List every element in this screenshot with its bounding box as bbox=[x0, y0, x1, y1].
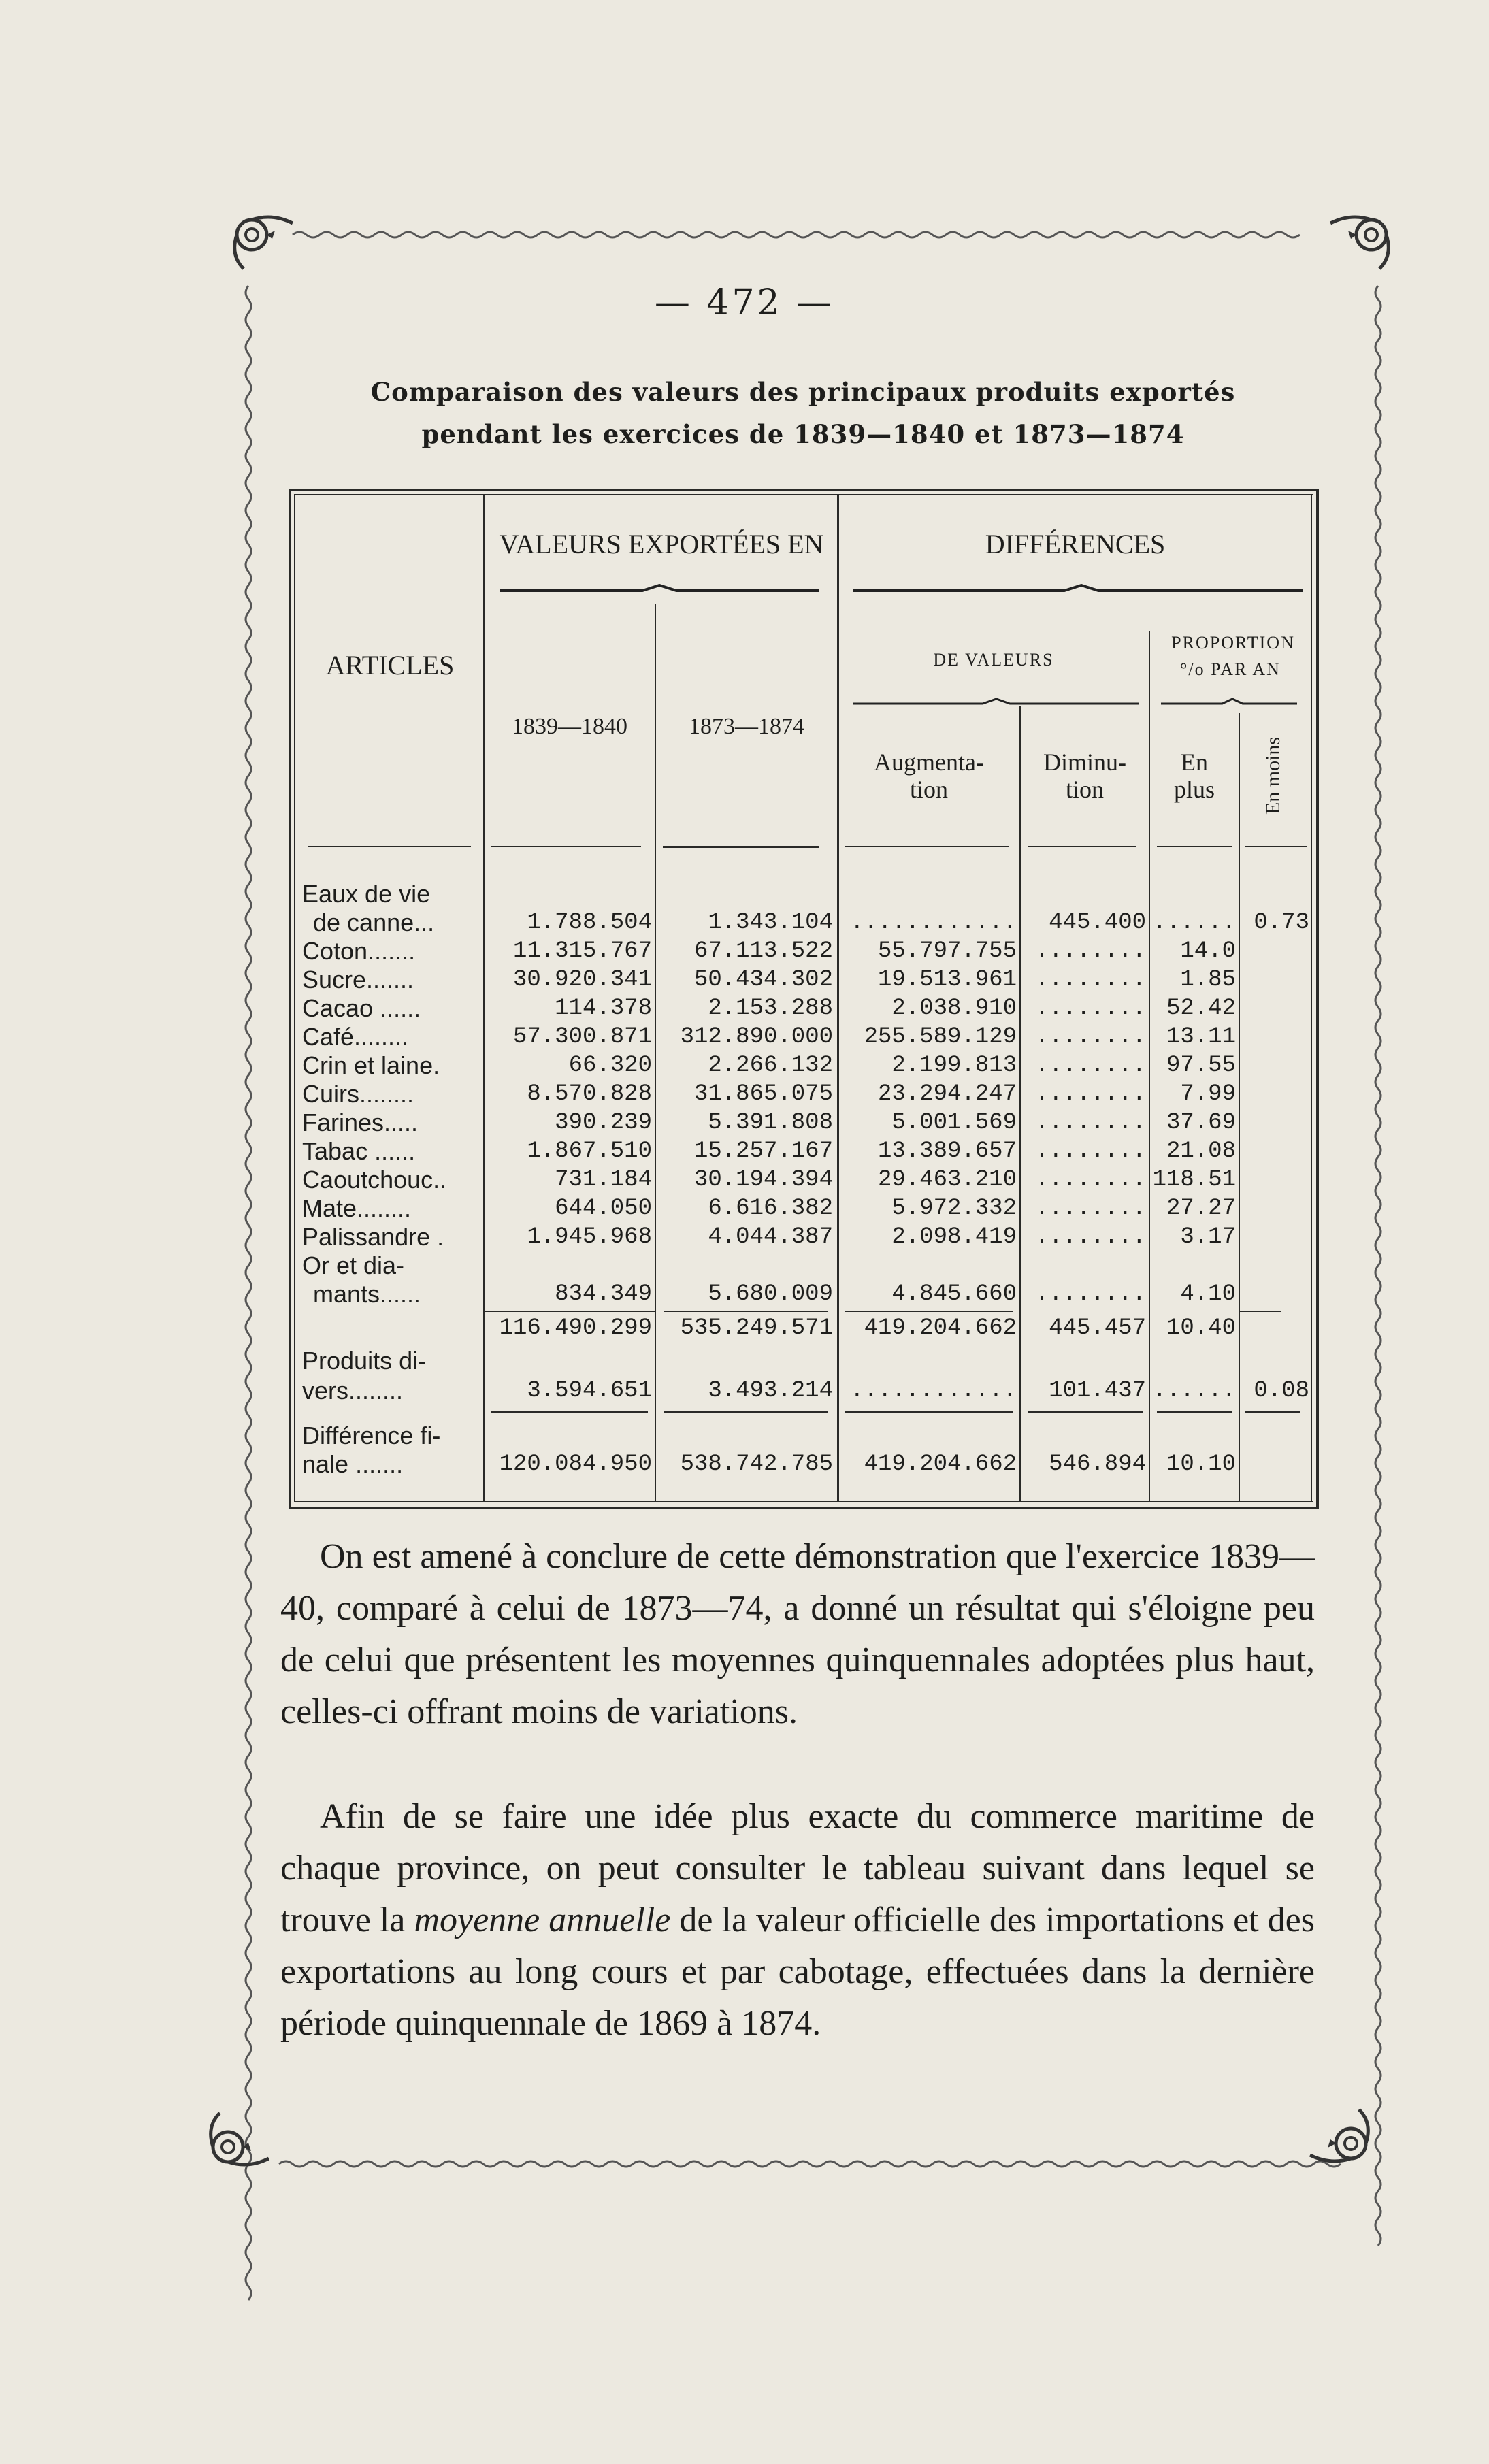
brace-values-icon bbox=[493, 584, 826, 597]
page-number: — 472 — bbox=[654, 282, 835, 323]
cell-plus: 1.85 bbox=[1180, 967, 1236, 993]
article-name-cont: mants...... bbox=[313, 1280, 421, 1308]
cell-v2: 5.680.009 bbox=[708, 1281, 833, 1307]
article-name: Caoutchouc.. bbox=[302, 1166, 447, 1194]
paragraph-2 bbox=[280, 1791, 1315, 2050]
subtotal-v1: 116.490.299 bbox=[499, 1315, 652, 1341]
cell-plus: 37.69 bbox=[1166, 1110, 1236, 1136]
header-diminution-2: tion bbox=[1065, 776, 1104, 803]
corner-ornament-top-right-icon bbox=[1324, 208, 1398, 282]
header-de-valeurs: DE VALEURS bbox=[933, 650, 1054, 670]
cell-v2: 2.266.132 bbox=[708, 1053, 833, 1079]
header-valeurs-exportees: VALEURS EXPORTÉES EN bbox=[499, 529, 824, 559]
article-name: Palissandre . bbox=[302, 1223, 444, 1251]
cell-aug: 255.589.129 bbox=[864, 1024, 1017, 1050]
article-name: Or et dia- bbox=[302, 1251, 405, 1279]
final-aug: 419.204.662 bbox=[864, 1451, 1017, 1477]
cell-v1: 11.315.767 bbox=[512, 938, 652, 964]
corner-ornament-bottom-left-icon bbox=[201, 2099, 276, 2174]
cell-v1: 114.378 bbox=[555, 996, 652, 1021]
article-name: Cacao ...... bbox=[302, 994, 421, 1022]
cell-plus: 52.42 bbox=[1166, 996, 1236, 1021]
article-name: Différence fi- bbox=[302, 1422, 441, 1449]
cell-v1: 834.349 bbox=[555, 1281, 652, 1307]
cell-plus: 7.99 bbox=[1180, 1081, 1236, 1107]
cell-aug: 2.038.910 bbox=[891, 996, 1017, 1021]
paragraph-conclusion bbox=[280, 1531, 1315, 1738]
article-name: Produits di- bbox=[302, 1347, 427, 1375]
corner-ornament-bottom-right-icon bbox=[1303, 2096, 1378, 2171]
header-differences: DIFFÉRENCES bbox=[985, 529, 1166, 559]
final-v2: 538.742.785 bbox=[680, 1451, 833, 1477]
cell-v1: 731.184 bbox=[555, 1167, 652, 1193]
article-name: Tabac ...... bbox=[302, 1137, 416, 1165]
cell-v1: 1.945.968 bbox=[527, 1224, 652, 1250]
paragraph-2-emphasis: moyenne annuelle bbox=[414, 1901, 671, 1939]
cell-v1: 390.239 bbox=[555, 1110, 652, 1136]
cell-v1: 57.300.871 bbox=[512, 1024, 652, 1050]
header-year-1873: 1873—1874 bbox=[689, 714, 804, 739]
header-en-plus-1: En bbox=[1181, 749, 1208, 776]
cell-plus: 3.17 bbox=[1180, 1224, 1236, 1250]
cell-v2: 2.153.288 bbox=[708, 996, 833, 1021]
subtotal-plus: 10.40 bbox=[1166, 1315, 1236, 1341]
divers-v1: 3.594.651 bbox=[527, 1378, 652, 1404]
cell-v2: 6.616.382 bbox=[708, 1196, 833, 1221]
header-en-plus-2: plus bbox=[1173, 776, 1215, 803]
cell-v2: 50.434.302 bbox=[693, 967, 833, 993]
cell-aug: 29.463.210 bbox=[877, 1167, 1017, 1193]
cell-dim: ........ bbox=[1034, 1110, 1146, 1136]
article-name: Mate........ bbox=[302, 1194, 412, 1222]
cell-aug: 2.098.419 bbox=[891, 1224, 1017, 1250]
cell-aug: 23.294.247 bbox=[877, 1081, 1017, 1107]
cell-plus: 118.51 bbox=[1152, 1167, 1236, 1193]
cell-v1: 644.050 bbox=[555, 1196, 652, 1221]
header-proportion-1: PROPORTION bbox=[1171, 633, 1295, 653]
cell-v1: 8.570.828 bbox=[527, 1081, 652, 1107]
final-dim: 546.894 bbox=[1049, 1451, 1146, 1477]
cell-plus: 4.10 bbox=[1180, 1281, 1236, 1307]
cell-aug: 19.513.961 bbox=[877, 967, 1017, 993]
cell-v2: 31.865.075 bbox=[693, 1081, 833, 1107]
brace-differences-icon bbox=[847, 584, 1309, 597]
article-name-cont: vers........ bbox=[302, 1377, 404, 1405]
cell-plus: 14.0 bbox=[1180, 938, 1236, 964]
header-articles: ARTICLES bbox=[325, 650, 455, 680]
cell-v1: 66.320 bbox=[568, 1053, 652, 1079]
corner-ornament-top-left-icon bbox=[225, 208, 299, 282]
cell-aug: 4.845.660 bbox=[891, 1281, 1017, 1307]
article-name: Eaux de vie bbox=[302, 880, 431, 908]
paragraph-2-start: Afin de se faire une idée plus exacte du commerce maritime de chaque province, on peut consulter le tableau suivant dans lequel se trouve la bbox=[280, 1797, 1315, 1939]
cell-v2: 67.113.522 bbox=[693, 938, 833, 964]
cell-aug: 2.199.813 bbox=[891, 1053, 1017, 1079]
cell-aug: 5.001.569 bbox=[891, 1110, 1017, 1136]
cell-v1: 1.867.510 bbox=[527, 1138, 652, 1164]
cell-v2: 1.343.104 bbox=[708, 910, 833, 936]
cell-dim: 445.400 bbox=[1049, 910, 1146, 936]
article-name: Café........ bbox=[302, 1023, 409, 1051]
subtotal-dim: 445.457 bbox=[1049, 1315, 1146, 1341]
cell-dim: ........ bbox=[1034, 1167, 1146, 1193]
cell-v1: 1.788.504 bbox=[527, 910, 652, 936]
article-name: Cuirs........ bbox=[302, 1080, 414, 1108]
cell-dim: ........ bbox=[1034, 1224, 1146, 1250]
cell-plus: 27.27 bbox=[1166, 1196, 1236, 1221]
cell-moins: 0.73 bbox=[1254, 910, 1309, 936]
article-name: Farines..... bbox=[302, 1108, 419, 1136]
exports-table bbox=[289, 489, 1319, 1513]
cell-plus: 97.55 bbox=[1166, 1053, 1236, 1079]
cell-aug: 5.972.332 bbox=[891, 1196, 1017, 1221]
paragraph-1: On est amené à conclure de cette démonstration que l'exercice 1839—40, comparé à celui de 1873—74, a donné un résultat qui s'éloigne peu de celui que présentent les moyennes quinquennales adoptées plus haut, celles-ci offrant moins de variations. bbox=[280, 1537, 1315, 1731]
cell-dim: ........ bbox=[1034, 967, 1146, 993]
cell-plus: ...... bbox=[1152, 910, 1236, 936]
cell-dim: ........ bbox=[1034, 938, 1146, 964]
header-proportion-2: °/o PAR AN bbox=[1180, 659, 1281, 679]
article-name: Crin et laine. bbox=[302, 1051, 440, 1079]
cell-plus: 13.11 bbox=[1166, 1024, 1236, 1050]
paragraph-2-end: de la valeur officielle des importations et des exportations au long cours et par cabotage, effectuées dans la dernière période quinquennale de 1869 à 1874. bbox=[280, 1901, 1315, 2043]
table-heading bbox=[286, 371, 1320, 455]
divers-dim: 101.437 bbox=[1049, 1378, 1146, 1404]
final-plus: 10.10 bbox=[1166, 1451, 1236, 1477]
cell-v2: 30.194.394 bbox=[693, 1167, 833, 1193]
cell-aug: 13.389.657 bbox=[877, 1138, 1017, 1164]
header-en-moins: En moins bbox=[1262, 736, 1284, 815]
cell-dim: ........ bbox=[1034, 1196, 1146, 1221]
heading-line-2: pendant les exercices de 1839—1840 et 1873—1874 bbox=[421, 419, 1185, 449]
brace-proportion-icon bbox=[1154, 698, 1304, 709]
cell-v2: 15.257.167 bbox=[693, 1138, 833, 1164]
divers-aug: ............ bbox=[850, 1378, 1017, 1404]
cell-aug: 55.797.755 bbox=[877, 938, 1017, 964]
article-name-cont: de canne... bbox=[313, 908, 435, 936]
header-diminution-1: Diminu- bbox=[1043, 749, 1126, 776]
cell-dim: ........ bbox=[1034, 996, 1146, 1021]
divers-plus: ...... bbox=[1152, 1378, 1236, 1404]
cell-dim: ........ bbox=[1034, 1138, 1146, 1164]
header-year-1839: 1839—1840 bbox=[512, 714, 627, 739]
subtotal-aug: 419.204.662 bbox=[864, 1315, 1017, 1341]
brace-de-valeurs-icon bbox=[847, 698, 1146, 709]
subtotal-v2: 535.249.571 bbox=[680, 1315, 833, 1341]
article-name: Sucre....... bbox=[302, 966, 414, 993]
cell-v2: 4.044.387 bbox=[708, 1224, 833, 1250]
cell-v2: 312.890.000 bbox=[680, 1024, 833, 1050]
divers-moins: 0.08 bbox=[1254, 1378, 1309, 1404]
header-augmentation-2: tion bbox=[909, 776, 948, 803]
cell-dim: ........ bbox=[1034, 1281, 1146, 1307]
divers-v2: 3.493.214 bbox=[708, 1378, 833, 1404]
cell-v2: 5.391.808 bbox=[708, 1110, 833, 1136]
article-name: Coton....... bbox=[302, 937, 416, 965]
cell-dim: ........ bbox=[1034, 1053, 1146, 1079]
paragraph-commerce bbox=[280, 1791, 1315, 2050]
final-v1: 120.084.950 bbox=[499, 1451, 652, 1477]
cell-dim: ........ bbox=[1034, 1081, 1146, 1107]
cell-v1: 30.920.341 bbox=[512, 967, 652, 993]
header-augmentation-1: Augmenta- bbox=[874, 749, 984, 776]
article-name-cont: nale ....... bbox=[302, 1450, 404, 1478]
heading-line-1: Comparaison des valeurs des principaux produits exportés bbox=[370, 377, 1236, 407]
cell-plus: 21.08 bbox=[1166, 1138, 1236, 1164]
cell-dim: ........ bbox=[1034, 1024, 1146, 1050]
cell-aug: ............ bbox=[850, 910, 1017, 936]
